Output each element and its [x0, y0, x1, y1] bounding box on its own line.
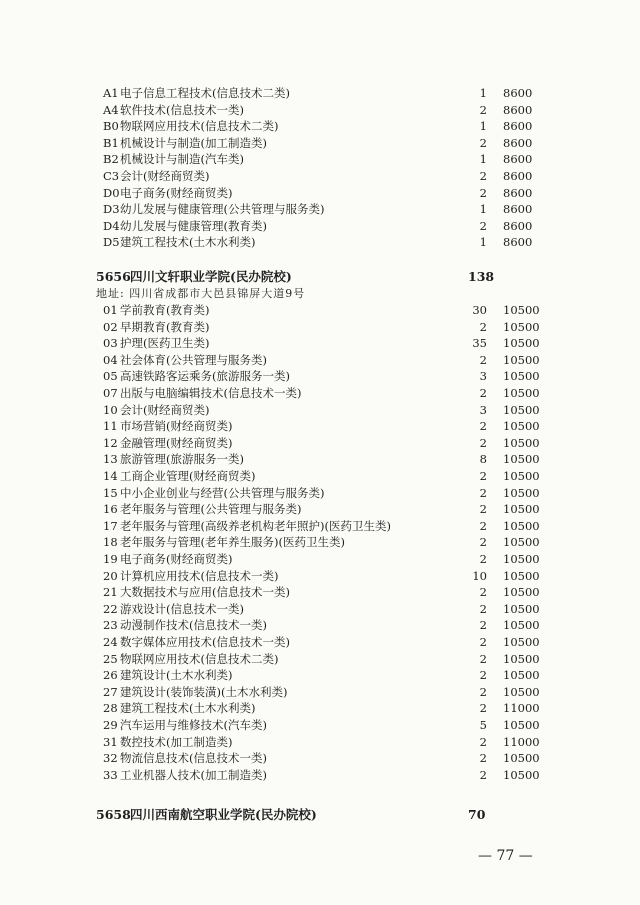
program-code: 04 [103, 352, 118, 367]
program-row [0, 135, 640, 151]
program-row [0, 451, 640, 467]
program-tuition: 10500 [503, 336, 540, 351]
program-tuition: 10500 [503, 386, 540, 400]
program-row [0, 185, 640, 201]
program-quota: 2 [479, 218, 487, 233]
program-tuition: 10500 [503, 751, 540, 766]
program-quota: 1 [479, 152, 487, 167]
program-quota: 1 [479, 235, 487, 250]
school-code: 5656 [96, 269, 131, 284]
program-quota: 2 [479, 169, 487, 183]
program-row [0, 501, 640, 517]
program-tuition: 10500 [503, 552, 540, 566]
program-tuition: 8600 [503, 218, 533, 233]
program-code: D4 [103, 218, 120, 233]
program-row [0, 151, 640, 167]
program-name: 幼儿发展与健康管理(公共管理与服务类) [120, 202, 325, 217]
program-name: 高速铁路客运乘务(旅游服务一类) [120, 369, 290, 384]
program-row [0, 201, 640, 217]
program-row [0, 518, 640, 534]
program-code: 15 [103, 485, 118, 500]
program-quota: 2 [479, 635, 487, 649]
school-address: 地址: 四川省成都市大邑县锦屏大道9号 [96, 287, 306, 300]
program-code: B0 [103, 119, 119, 134]
program-name: 电子信息工程技术(信息技术二类) [120, 86, 290, 100]
program-name: 幼儿发展与健康管理(教育类) [120, 218, 267, 233]
program-name: 会计(财经商贸类) [120, 402, 210, 417]
program-tuition: 11000 [503, 701, 540, 716]
program-row [0, 651, 640, 667]
program-tuition: 10500 [503, 502, 540, 517]
program-code: A1 [103, 86, 119, 100]
program-name: 市场营销(财经商贸类) [120, 419, 233, 434]
program-row [0, 734, 640, 750]
program-code: 16 [103, 502, 118, 517]
program-row [0, 352, 640, 368]
program-code: 11 [103, 419, 118, 434]
program-quota: 2 [479, 668, 487, 683]
program-name: 电子商务(财经商贸类) [120, 185, 233, 200]
program-tuition: 11000 [503, 734, 540, 749]
program-name: 游戏设计(信息技术一类) [120, 601, 244, 616]
program-quota: 2 [479, 684, 487, 699]
program-code: 20 [103, 568, 118, 583]
program-row [0, 750, 640, 766]
school-header-5656 [0, 268, 640, 286]
program-tuition: 10500 [503, 419, 540, 434]
program-tuition: 10500 [503, 668, 540, 683]
program-code: 25 [103, 651, 118, 666]
program-quota: 2 [479, 435, 487, 450]
program-tuition: 10500 [503, 568, 540, 583]
school-name: 四川西南航空职业学院(民办院校) [130, 807, 317, 822]
program-row [0, 684, 640, 700]
program-tuition: 8600 [503, 202, 533, 217]
program-name: 老年服务与管理(老年养生服务)(医药卫生类) [120, 535, 345, 550]
program-tuition: 8600 [503, 119, 533, 134]
program-tuition: 10500 [503, 469, 540, 483]
program-code: B1 [103, 135, 119, 150]
program-row [0, 385, 640, 401]
program-tuition: 10500 [503, 402, 540, 417]
program-row [0, 402, 640, 418]
program-name: 软件技术(信息技术一类) [120, 102, 244, 117]
program-tuition: 10500 [503, 435, 540, 450]
program-tuition: 8600 [503, 169, 533, 183]
program-quota: 2 [479, 419, 487, 434]
program-row [0, 717, 640, 733]
program-code: 03 [103, 336, 118, 351]
program-quota: 2 [479, 701, 487, 716]
program-name: 数控技术(加工制造类) [120, 734, 233, 749]
program-name: 社会体育(公共管理与服务类) [120, 352, 267, 367]
program-quota: 2 [479, 469, 487, 483]
program-tuition: 8600 [503, 102, 533, 117]
program-name: 建筑设计(装饰装潢)(土木水利类) [120, 684, 288, 699]
program-code: 27 [103, 684, 118, 699]
program-code: D0 [103, 185, 120, 200]
program-tuition: 8600 [503, 235, 533, 250]
program-name: 早期教育(教育类) [120, 319, 210, 334]
program-name: 计算机应用技术(信息技术一类) [120, 568, 279, 583]
program-code: 24 [103, 635, 118, 649]
program-code: 28 [103, 701, 118, 716]
program-tuition: 10500 [503, 518, 540, 533]
program-tuition: 10500 [503, 319, 540, 334]
program-row [0, 584, 640, 600]
program-tuition: 10500 [503, 585, 540, 600]
program-row [0, 568, 640, 584]
program-quota: 2 [479, 518, 487, 533]
program-name: 建筑工程技术(土木水利类) [120, 701, 256, 716]
program-quota: 2 [479, 135, 487, 150]
program-tuition: 10500 [503, 635, 540, 649]
program-name: 老年服务与管理(高级养老机构老年照护)(医药卫生类) [120, 518, 391, 533]
program-row [0, 85, 640, 101]
program-quota: 2 [479, 767, 487, 782]
program-row [0, 634, 640, 650]
program-code: 02 [103, 319, 118, 334]
program-code: C3 [103, 169, 120, 183]
program-tuition: 10500 [503, 767, 540, 782]
program-tuition: 10500 [503, 303, 540, 317]
program-tuition: 10500 [503, 369, 540, 384]
program-tuition: 10500 [503, 452, 540, 467]
program-code: D3 [103, 202, 120, 217]
program-row [0, 418, 640, 434]
program-quota: 30 [472, 303, 487, 317]
program-name: 金融管理(财经商贸类) [120, 435, 233, 450]
school-code: 5658 [96, 807, 131, 822]
program-quota: 2 [479, 352, 487, 367]
program-code: 22 [103, 601, 118, 616]
program-quota: 2 [479, 552, 487, 566]
program-tuition: 10500 [503, 651, 540, 666]
program-code: 07 [103, 386, 118, 400]
program-quota: 2 [479, 585, 487, 600]
program-row [0, 218, 640, 234]
program-name: 会计(财经商贸类) [120, 169, 210, 183]
program-name: 动漫制作技术(信息技术一类) [120, 618, 267, 633]
program-row [0, 767, 640, 783]
program-quota: 2 [479, 734, 487, 749]
program-row [0, 302, 640, 318]
program-name: 数字媒体应用技术(信息技术一类) [120, 635, 290, 649]
program-tuition: 10500 [503, 684, 540, 699]
school-name: 四川文轩职业学院(民办院校) [130, 269, 292, 284]
program-code: 05 [103, 369, 118, 384]
program-tuition: 10500 [503, 618, 540, 633]
program-row [0, 168, 640, 184]
program-quota: 2 [479, 651, 487, 666]
program-quota: 2 [479, 535, 487, 550]
program-quota: 1 [479, 119, 487, 134]
program-code: 01 [103, 303, 118, 317]
program-quota: 5 [479, 718, 487, 732]
program-row [0, 485, 640, 501]
school-total-quota: 70 [468, 807, 486, 822]
program-name: 中小企业创业与经营(公共管理与服务类) [120, 485, 325, 500]
program-tuition: 10500 [503, 485, 540, 500]
program-row [0, 534, 640, 550]
program-quota: 2 [479, 102, 487, 117]
program-row [0, 102, 640, 118]
program-code: 32 [103, 751, 118, 766]
program-row [0, 700, 640, 716]
program-quota: 35 [472, 336, 487, 351]
program-code: D5 [103, 235, 120, 250]
program-code: 33 [103, 767, 118, 782]
program-row [0, 368, 640, 384]
program-row [0, 601, 640, 617]
program-code: 12 [103, 435, 118, 450]
program-tuition: 8600 [503, 135, 533, 150]
program-code: 18 [103, 535, 118, 550]
program-quota: 2 [479, 319, 487, 334]
program-code: 17 [103, 518, 118, 533]
program-name: 物流信息技术(信息技术一类) [120, 751, 267, 766]
program-tuition: 8600 [503, 185, 533, 200]
program-code: 23 [103, 618, 118, 633]
program-name: 学前教育(教育类) [120, 303, 210, 317]
program-code: A4 [103, 102, 119, 117]
program-name: 建筑工程技术(土木水利类) [120, 235, 256, 250]
program-row [0, 319, 640, 335]
program-name: 出版与电脑编辑技术(信息技术一类) [120, 386, 302, 400]
program-row [0, 118, 640, 134]
program-quota: 8 [479, 452, 487, 467]
program-name: 护理(医药卫生类) [120, 336, 210, 351]
program-tuition: 10500 [503, 601, 540, 616]
page-number: — 77 — [478, 848, 533, 864]
school-header-5658 [0, 806, 640, 824]
program-tuition: 10500 [503, 718, 540, 732]
program-tuition: 10500 [503, 352, 540, 367]
program-name: 汽车运用与维修技术(汽车类) [120, 718, 267, 732]
program-quota: 3 [479, 402, 487, 417]
program-name: 旅游管理(旅游服务一类) [120, 452, 244, 467]
program-quota: 2 [479, 618, 487, 633]
program-code: 19 [103, 552, 118, 566]
program-code: 13 [103, 452, 118, 467]
program-code: 26 [103, 668, 118, 683]
program-name: 大数据技术与应用(信息技术一类) [120, 585, 290, 600]
program-quota: 2 [479, 386, 487, 400]
program-name: 工商企业管理(财经商贸类) [120, 469, 256, 483]
program-code: 10 [103, 402, 118, 417]
program-tuition: 8600 [503, 86, 533, 100]
program-code: 21 [103, 585, 118, 600]
program-quota: 1 [479, 202, 487, 217]
program-code: B2 [103, 152, 119, 167]
program-name: 物联网应用技术(信息技术二类) [120, 651, 279, 666]
program-quota: 3 [479, 369, 487, 384]
program-code: 31 [103, 734, 118, 749]
program-name: 工业机器人技术(加工制造类) [120, 767, 267, 782]
program-row [0, 234, 640, 250]
program-code: 14 [103, 469, 118, 483]
program-quota: 10 [472, 568, 487, 583]
program-name: 电子商务(财经商贸类) [120, 552, 233, 566]
program-row [0, 435, 640, 451]
program-quota: 2 [479, 751, 487, 766]
program-quota: 2 [479, 601, 487, 616]
program-name: 机械设计与制造(汽车类) [120, 152, 244, 167]
program-row [0, 617, 640, 633]
program-quota: 1 [479, 86, 487, 100]
program-tuition: 10500 [503, 535, 540, 550]
program-name: 老年服务与管理(公共管理与服务类) [120, 502, 302, 517]
program-quota: 2 [479, 485, 487, 500]
program-row [0, 468, 640, 484]
program-quota: 2 [479, 185, 487, 200]
program-quota: 2 [479, 502, 487, 517]
program-code: 29 [103, 718, 118, 732]
program-name: 建筑设计(土木水利类) [120, 668, 233, 683]
program-tuition: 8600 [503, 152, 533, 167]
program-row [0, 335, 640, 351]
program-name: 机械设计与制造(加工制造类) [120, 135, 267, 150]
school-total-quota: 138 [468, 269, 495, 284]
program-row [0, 551, 640, 567]
program-name: 物联网应用技术(信息技术二类) [120, 119, 279, 134]
program-row [0, 667, 640, 683]
